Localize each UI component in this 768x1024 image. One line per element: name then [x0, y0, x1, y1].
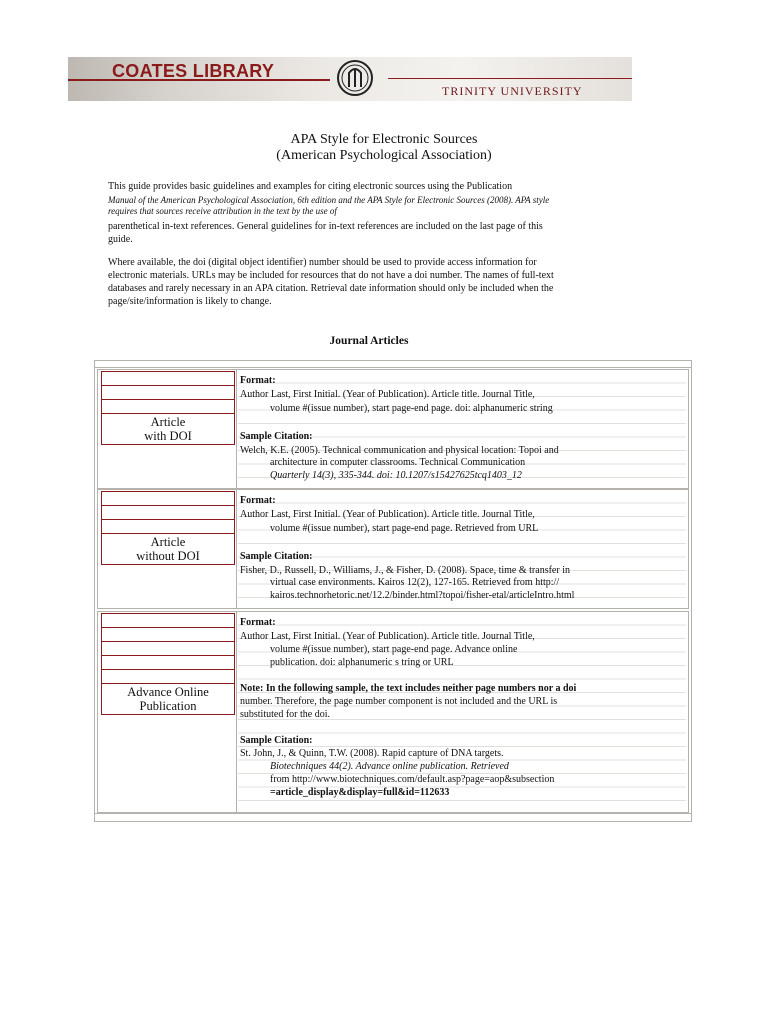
- sample-heading: Sample Citation:: [240, 431, 313, 442]
- row-label-line2: Publication: [139, 699, 197, 713]
- format-line-text: volume #(issue number), start page-end page. doi: alphanumeric string: [270, 403, 553, 414]
- row-label-line1: Advance Online: [127, 685, 209, 699]
- format-line-text: volume #(issue number), start page-end page. Retrieved from URL: [270, 523, 539, 534]
- empty-slot: [101, 613, 235, 627]
- empty-slot: [101, 505, 235, 519]
- sample-heading: Sample Citation:: [240, 551, 313, 562]
- document-subtitle: (American Psychological Association): [276, 148, 492, 163]
- sample-line: [240, 786, 686, 800]
- row-label-cell: [98, 370, 237, 488]
- sample-line: [240, 576, 686, 590]
- empty-slot: [101, 627, 235, 641]
- format-heading: Format:: [240, 617, 276, 628]
- sample-heading: Sample Citation:: [240, 735, 313, 746]
- sample-line-text: Biotechniques 44(2). Advance online publication. Retrieved: [270, 761, 509, 772]
- sample-line-text: architecture in computer classrooms. Technical Communication: [270, 457, 526, 468]
- library-banner: [68, 57, 632, 101]
- empty-slot: [101, 641, 235, 655]
- row-label: [101, 683, 235, 715]
- row-label-line2: without DOI: [136, 549, 200, 563]
- university-name: TRINITY UNIVERSITY: [442, 84, 583, 98]
- table-row: [97, 369, 689, 489]
- sample-line: [240, 589, 686, 603]
- format-line-text: volume #(issue number), start page-end page. Advance online: [270, 644, 518, 655]
- table-bottom-rule: [95, 813, 691, 814]
- intro-paragraph-2: Where available, the doi (digital object identifier) number should be used to provide access information for electronic materials. URLs may be included for resources that do not have a doi number. The names of full-text databases and rarely necessary in an APA citation. Retrieval date information should only be included when the page/site/information is likely to change.: [108, 257, 554, 307]
- format-line: Author Last, First Initial. (Year of Publication). Article title. Journal Title,: [240, 631, 535, 642]
- university-seal-icon: [336, 59, 374, 97]
- empty-slot: [101, 491, 235, 505]
- sample-line: Welch, K.E. (2005). Technical communication and physical location: Topoi and: [240, 445, 559, 456]
- citation-table: [94, 360, 692, 822]
- banner-rule-right: [388, 78, 632, 79]
- format-line: [240, 402, 686, 416]
- row-label-line1: Article: [150, 535, 186, 549]
- label-stack: [101, 371, 235, 445]
- format-line: [240, 656, 686, 670]
- sample-line-text: kairos.technorhetoric.net/12.2/binder.html?topoi/fisher-etal/articleIntro.html: [270, 590, 575, 601]
- row-content-cell: [238, 612, 686, 812]
- format-line: Author Last, First Initial. (Year of Publication). Article title. Journal Title,: [240, 509, 535, 520]
- library-name: COATES LIBRARY: [112, 61, 275, 81]
- sample-line: Fisher, D., Russell, D., Williams, J., & Fisher, D. (2008). Space, time & transfer in: [240, 565, 570, 576]
- row-label-cell: [98, 612, 237, 812]
- sample-line-text: =article_display&display=full&id=112633: [270, 787, 450, 798]
- empty-slot: [101, 371, 235, 385]
- row-label: [101, 533, 235, 565]
- sample-line-text: Quarterly 14(3), 335-344. doi: 10.1207/s15427625tcq1403_12: [270, 470, 522, 481]
- sample-line-text: from http://www.biotechniques.com/default.asp?page=aop&subsection: [270, 774, 555, 785]
- empty-slot: [101, 385, 235, 399]
- label-stack: [101, 613, 235, 715]
- sample-line: [240, 773, 686, 787]
- sample-line-text: virtual case environments. Kairos 12(2), 127-165. Retrieved from http://: [270, 577, 560, 588]
- label-stack: [101, 491, 235, 565]
- sample-line: [240, 469, 686, 483]
- sample-line: St. John, J., & Quinn, T.W. (2008). Rapid capture of DNA targets.: [240, 748, 504, 759]
- intro-paragraph-1-italic: Manual of the American Psychological Association, 6th edition and the APA Style for Electronic Sources (2008). APA style requires that sources receive attribution in the text by the use of: [108, 195, 550, 216]
- empty-slot: [101, 399, 235, 413]
- row-label-line2: with DOI: [144, 429, 192, 443]
- empty-slot: [101, 655, 235, 669]
- empty-slot: [101, 669, 235, 683]
- row-label: [101, 413, 235, 445]
- format-line: [240, 643, 686, 657]
- table-top-rule: [95, 367, 691, 368]
- table-row: [97, 489, 689, 609]
- row-content-cell: [238, 370, 686, 488]
- sample-line: [240, 456, 686, 470]
- intro-paragraph-1-rest: parenthetical in-text references. General guidelines for in-text references are included on the last page of this guide.: [108, 221, 543, 245]
- format-line: [240, 522, 686, 536]
- empty-slot: [101, 519, 235, 533]
- format-heading: Format:: [240, 375, 276, 386]
- row-label-line1: Article: [150, 415, 186, 429]
- row-label-cell: [98, 490, 237, 608]
- format-heading: Format:: [240, 495, 276, 506]
- table-row: [97, 611, 689, 813]
- format-line-text: publication. doi: alphanumeric s tring or URL: [270, 657, 454, 668]
- section-title: Journal Articles: [329, 335, 409, 347]
- format-line: Author Last, First Initial. (Year of Publication). Article title. Journal Title,: [240, 389, 535, 400]
- note-line: number. Therefore, the page number component is not included and the URL is: [240, 696, 558, 707]
- intro-paragraph-1-line1: This guide provides basic guidelines and examples for citing electronic sources using the Publication: [108, 181, 513, 192]
- document-title: APA Style for Electronic Sources: [290, 132, 478, 147]
- note-line: substituted for the doi.: [240, 709, 330, 720]
- sample-line: [240, 760, 686, 774]
- note-heading: Note: In the following sample, the text includes neither page numbers nor a doi: [240, 683, 577, 694]
- row-content-cell: [238, 490, 686, 608]
